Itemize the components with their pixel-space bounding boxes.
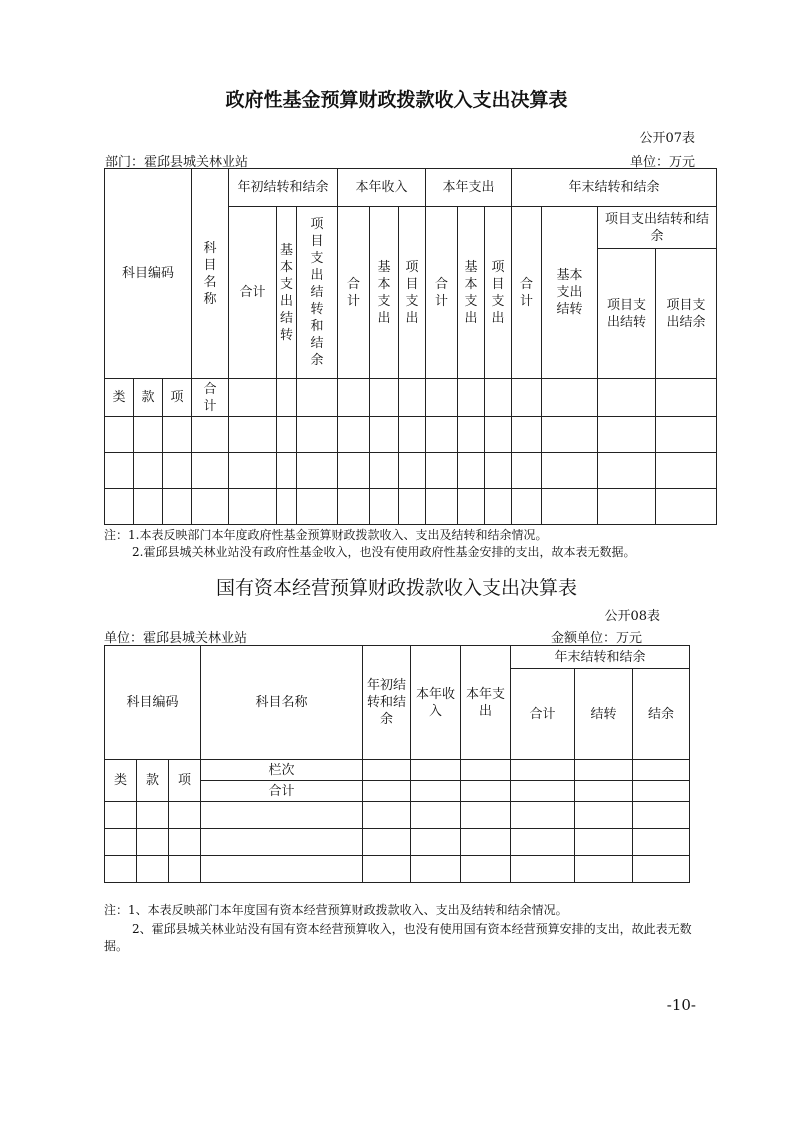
table2-note-1: 注：1、本表反映部门本年度国有资本经营预算财政拨款收入、支出及结转和结余情况。 [104,903,568,917]
t1-header-income-total: 合计 [338,207,370,379]
t1-header-end-basic-carry: 基本支出结转 [542,207,598,379]
t2-header-current-income: 本年收入 [411,646,461,760]
t2-header-end-balance: 年末结转和结余 [511,646,690,669]
t2-header-current-expense: 本年支出 [461,646,511,760]
t2-header-item: 项 [169,760,201,802]
t1-header-expense-project: 项目支出 [485,207,512,379]
t1-header-section: 款 [134,379,163,417]
t1-header-project-carry-surplus: 项目支出结转和结余 [297,207,338,379]
t2-row-total-label: 合计 [201,781,363,802]
table1-department: 部门：霍邱县城关林业站 [105,155,249,170]
table-row [105,829,690,856]
table2-amount-unit: 金额单位：万元 [551,631,643,646]
t2-header-end-carry: 结转 [575,669,633,760]
table1-note-1: 注：1.本表反映部门本年度政府性基金预算财政拨款收入、支出及结转和结余情况。 [104,528,548,542]
t1-header-class: 类 [105,379,134,417]
t1-header-subject-name: 科目名称 [192,169,229,379]
table-row [105,802,690,829]
table1-title: 政府性基金预算财政拨款收入支出决算表 [225,89,568,111]
table2-note-2: 2、霍邱县城关林业站没有国有资本经营预算收入，也没有使用国有资本经营预算安排的支出，故此表无数据。 [104,922,692,953]
table1-note-2: 2.霍邱县城关林业站没有政府性基金收入，也没有使用政府性基金安排的支出，故本表无数据。 [132,545,636,559]
t1-header-expense-basic: 基本支出 [458,207,485,379]
t2-header-class: 类 [105,760,137,802]
t1-header-end-total: 合计 [512,207,542,379]
table2-code: 公开08表 [604,609,660,624]
t2-header-subject-name: 科目名称 [201,646,363,760]
table-row [105,453,717,489]
t1-header-current-income: 本年收入 [338,169,426,207]
t1-header-item: 项 [163,379,192,417]
t1-header-begin-total: 合计 [229,207,277,379]
t1-header-end-balance: 年末结转和结余 [512,169,717,207]
t1-header-income-project: 项目支出 [399,207,426,379]
t2-header-subject-code: 科目编码 [105,646,201,760]
t1-header-expense-total: 合计 [426,207,458,379]
t1-header-begin-balance: 年初结转和结余 [229,169,338,207]
t1-header-end-project-group: 项目支出结转和结余 [598,207,717,249]
t1-header-basic-carry: 基本支出结转 [277,207,297,379]
t1-header-end-project-carry: 项目支出结转 [598,249,656,379]
table2-title: 国有资本经营预算财政拨款收入支出决算表 [215,577,577,599]
t2-header-begin-balance: 年初结转和结余 [363,646,411,760]
table1-grid [104,168,717,525]
t1-header-end-project-surplus: 项目支出结余 [656,249,717,379]
table-row [105,489,717,525]
t2-column-no-label: 栏次 [201,760,363,781]
t1-header-subject-code: 科目编码 [105,169,192,379]
table-row [105,417,717,453]
t2-header-end-total: 合计 [511,669,575,760]
t1-header-current-expense: 本年支出 [426,169,512,207]
table1-code: 公开07表 [639,131,695,146]
table2-unit-name: 单位：霍邱县城关林业站 [104,631,248,646]
t2-header-section: 款 [137,760,169,802]
table-row [105,856,690,883]
page-number: -10- [666,996,696,1014]
table2-grid [104,645,690,883]
table1-unit: 单位：万元 [629,155,695,170]
t1-header-income-basic: 基本支出 [370,207,399,379]
t2-header-end-surplus: 结余 [633,669,690,760]
t1-row-total-label: 合计 [192,379,229,417]
